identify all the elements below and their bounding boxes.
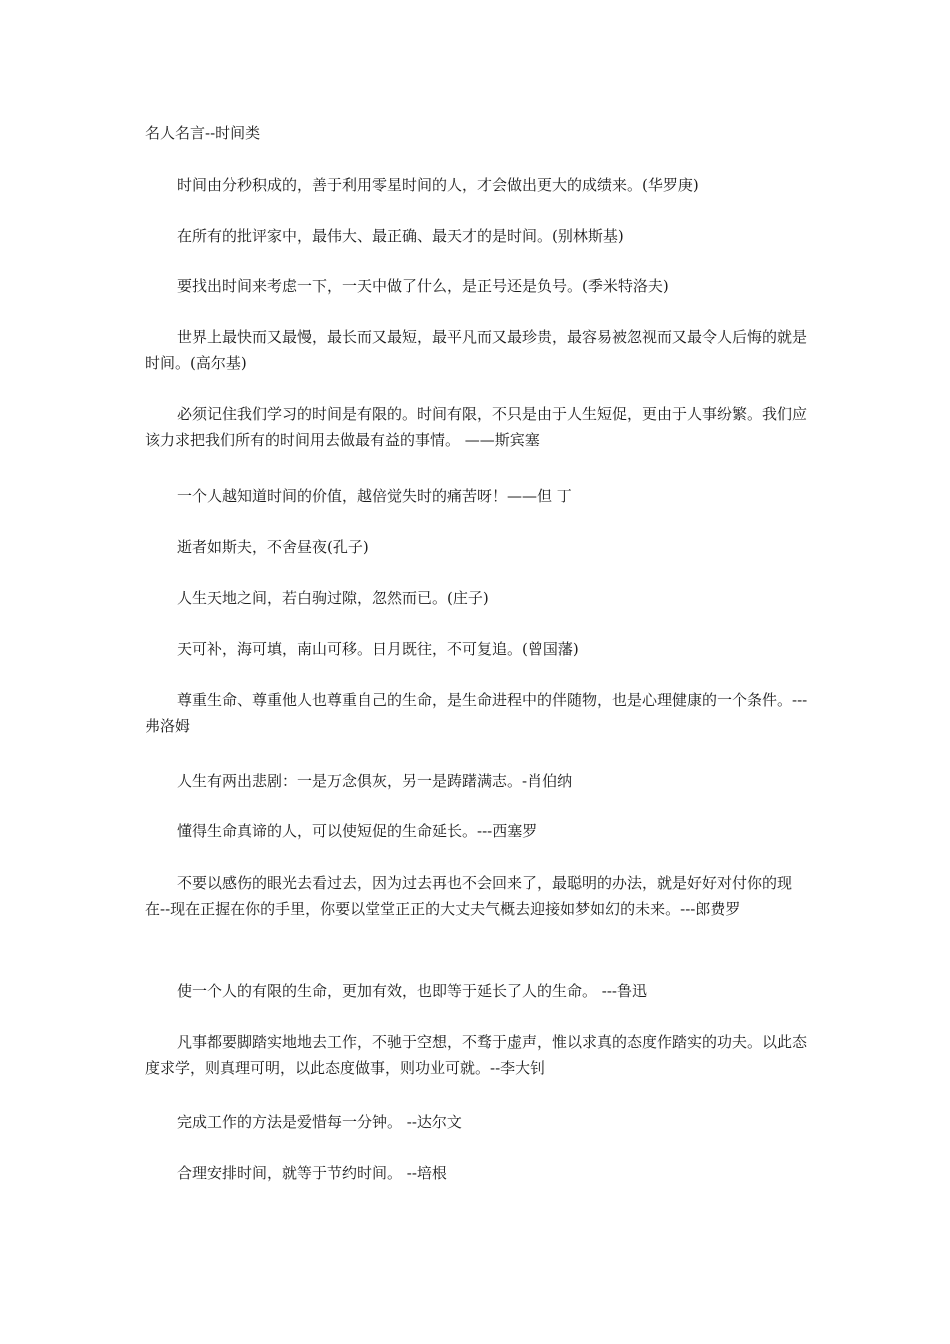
quote-paragraph: 世界上最快而又最慢，最长而又最短，最平凡而又最珍贵，最容易被忽视而又最令人后悔的就是时间。(高尔基) — [145, 328, 808, 372]
quote-paragraph: 要找出时间来考虑一下，一天中做了什么，是正号还是负号。(季米特洛夫) — [177, 277, 669, 295]
quote-paragraph: 逝者如斯夫，不舍昼夜(孔子) — [177, 538, 369, 556]
quote-paragraph: 必须记住我们学习的时间是有限的。时间有限，不只是由于人生短促，更由于人事纷繁。我们应该力求把我们所有的时间用去做最有益的事情。 ——斯宾塞 — [145, 405, 808, 449]
quote-paragraph: 合理安排时间，就等于节约时间。 --培根 — [177, 1164, 447, 1182]
quote-paragraph: 时间由分秒积成的，善于利用零星时间的人，才会做出更大的成绩来。(华罗庚) — [177, 176, 699, 194]
document-title: 名人名言--时间类 — [145, 124, 261, 142]
quote-paragraph: 人生有两出悲剧：一是万念俱灰，另一是踌躇满志。-肖伯纳 — [177, 772, 573, 790]
quote-paragraph: 完成工作的方法是爱惜每一分钟。 --达尔文 — [177, 1113, 462, 1131]
quote-paragraph: 使一个人的有限的生命，更加有效，也即等于延长了人的生命。 ---鲁迅 — [177, 982, 647, 1000]
quote-paragraph: 一个人越知道时间的价值，越倍觉失时的痛苦呀！——但 丁 — [177, 487, 572, 505]
quote-paragraph: 尊重生命、尊重他人也尊重自己的生命，是生命进程中的伴随物，也是心理健康的一个条件。---弗洛姆 — [145, 691, 808, 735]
quote-paragraph: 天可补，海可填，南山可移。日月既往，不可复追。(曾国藩) — [177, 640, 579, 658]
quote-paragraph: 凡事都要脚踏实地地去工作，不驰于空想，不骛于虚声，惟以求真的态度作踏实的功夫。以此态度求学，则真理可明，以此态度做事，则功业可就。--李大钊 — [145, 1033, 808, 1077]
quote-paragraph: 在所有的批评家中，最伟大、最正确、最天才的是时间。(别林斯基) — [177, 227, 624, 245]
quote-paragraph: 懂得生命真谛的人，可以使短促的生命延长。---西塞罗 — [177, 822, 538, 840]
quote-paragraph: 人生天地之间，若白驹过隙，忽然而已。(庄子) — [177, 589, 489, 607]
quote-paragraph: 不要以感伤的眼光去看过去，因为过去再也不会回来了，最聪明的办法，就是好好对付你的现在--现在正握在你的手里，你要以堂堂正正的大丈夫气概去迎接如梦如幻的未来。---郎费罗 — [145, 874, 793, 918]
